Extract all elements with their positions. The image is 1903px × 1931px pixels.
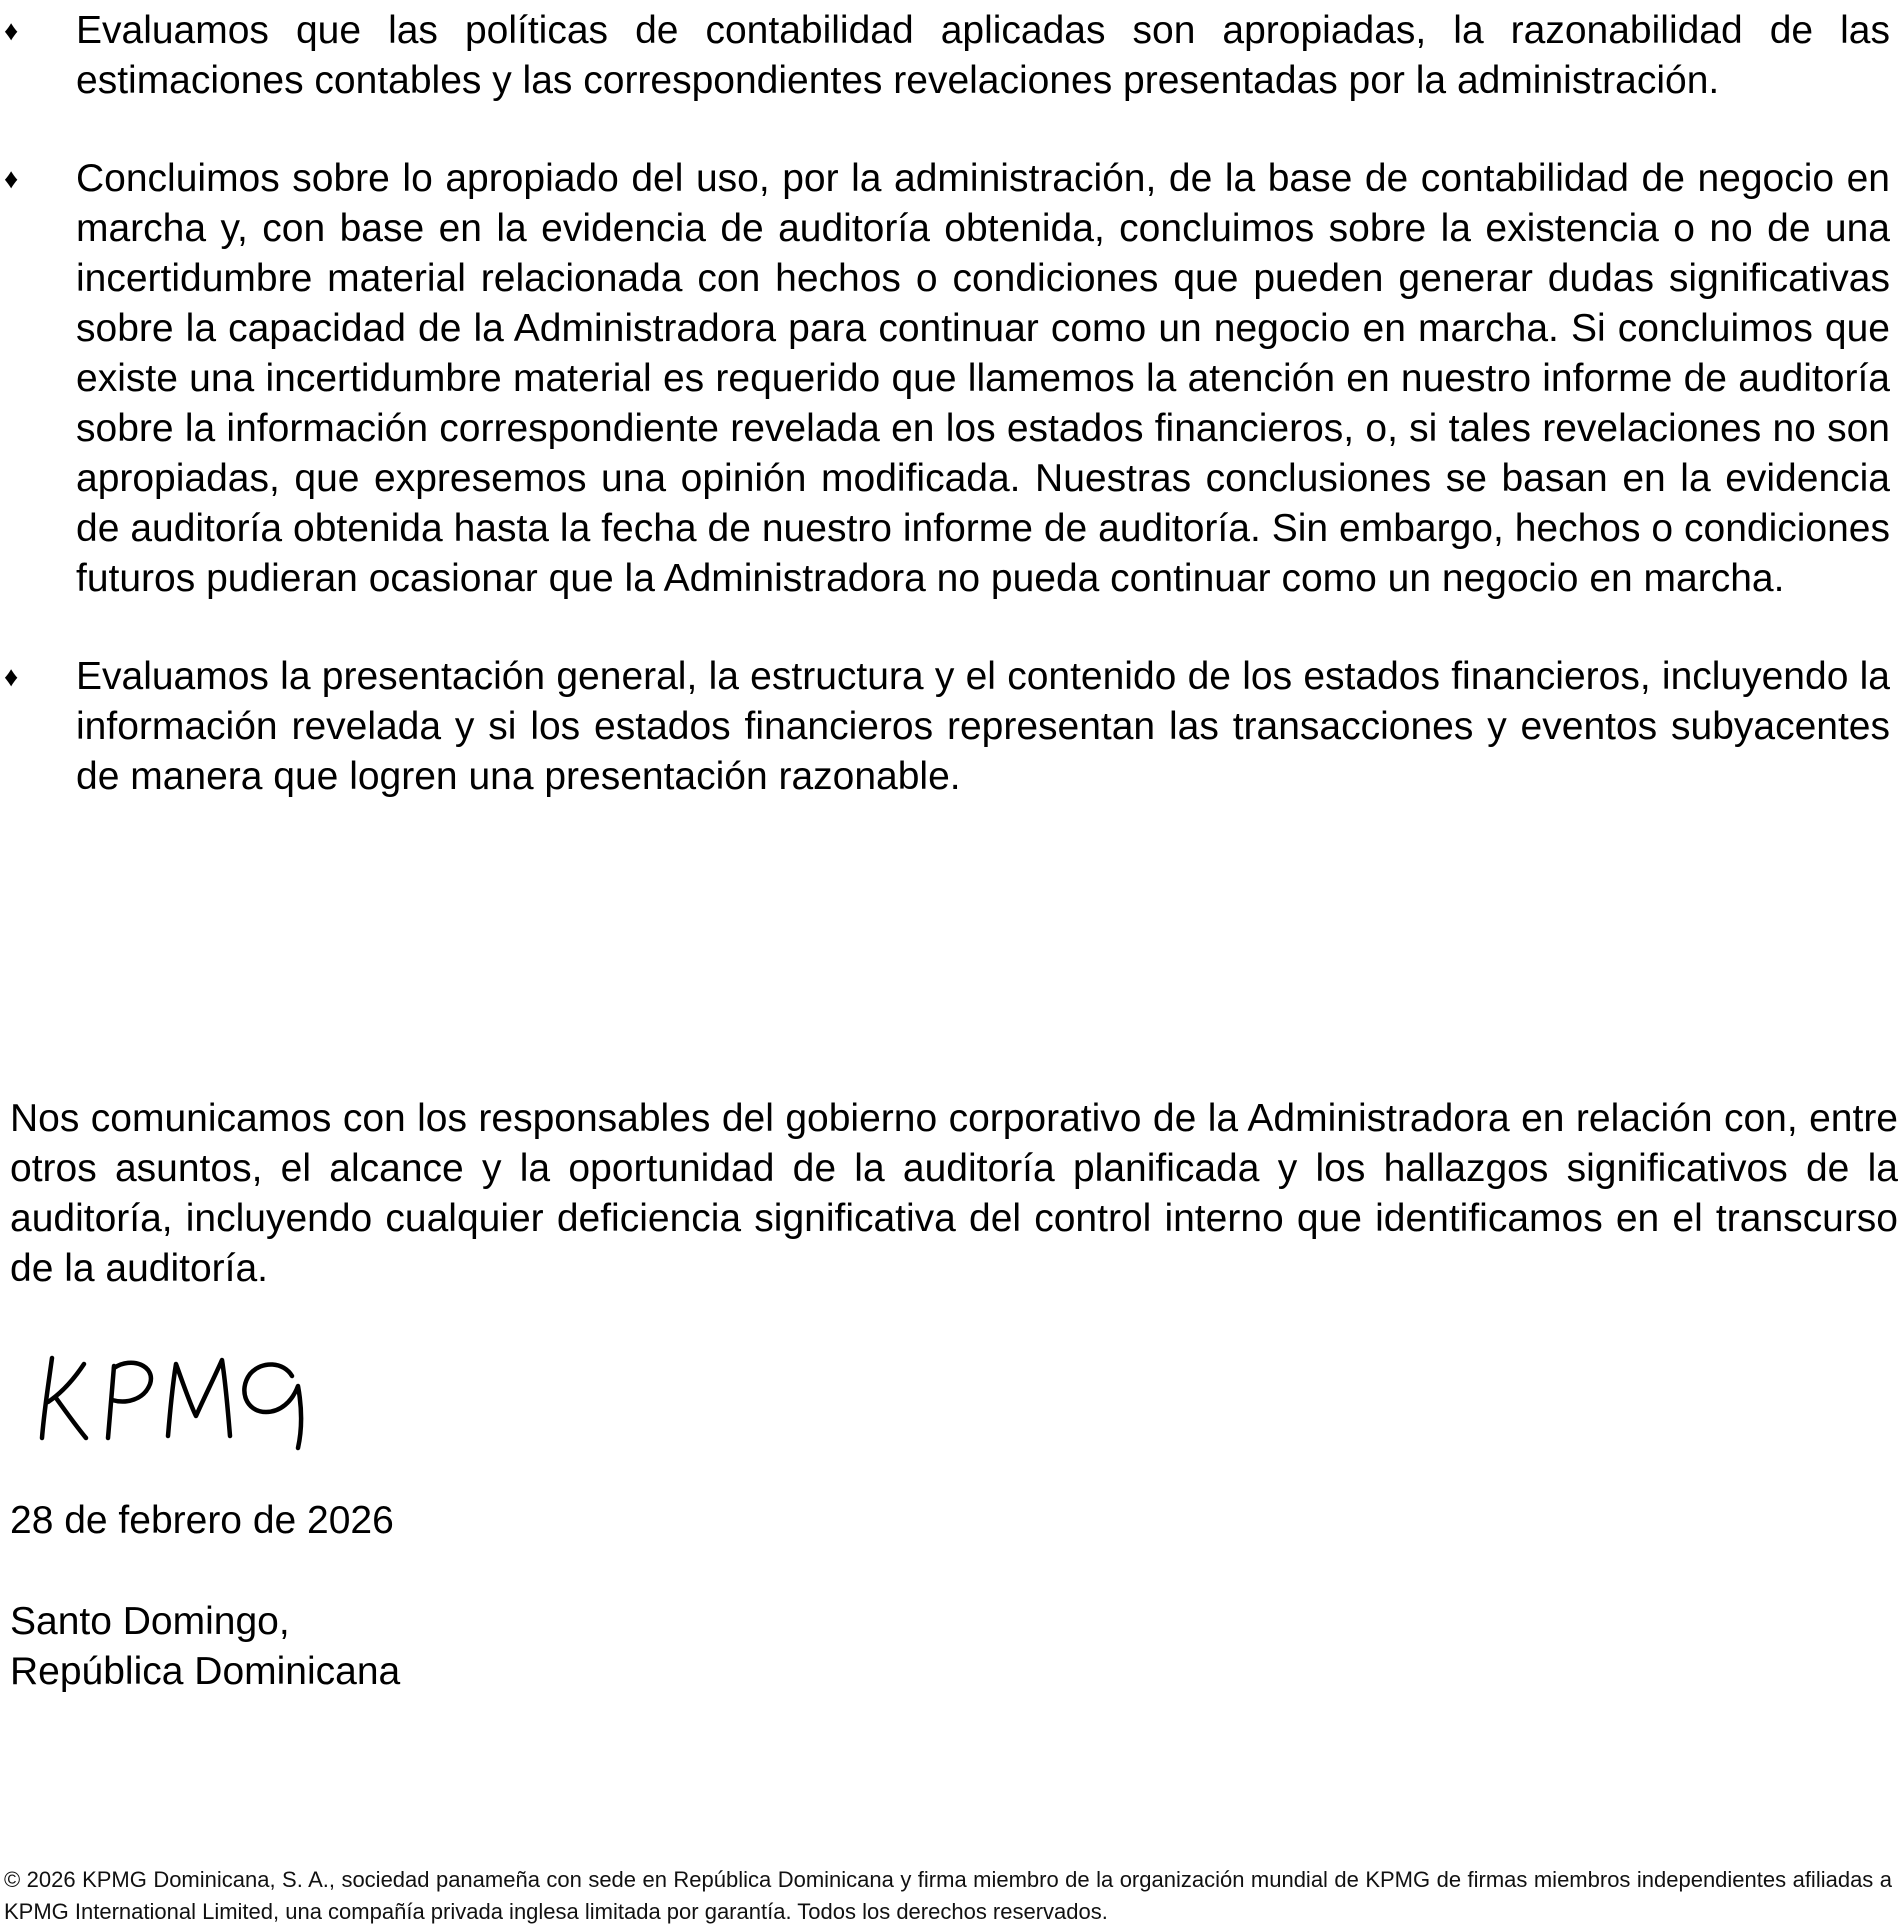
bullet-text: Concluimos sobre lo apropiado del uso, por la administración, de la base de contabilidad de negocio en marcha y, con base en la evidencia de auditoría obtenida, concluimos sobre la existencia o no de una incertidumbre material relacionada con hechos o condiciones que pueden generar dudas significativas sobre la capacidad de la Administradora para continuar como un negocio en marcha. Si concluimos que existe una incertidumbre material es requerido que llamemos la atención en nuestro informe de auditoría sobre la información correspondiente revelada en los estados financieros, o, si tales revelaciones no son apropiadas, que expresemos una opinión modificada. Nuestras conclusiones se basan en la evidencia de auditoría obtenida hasta la fecha de nuestro informe de auditoría. Sin embargo, hechos o condiciones futuros pudieran ocasionar que la Administradora no pueda continuar como un negocio en marcha. (76, 157, 1890, 600)
bullet-item-presentation (0, 652, 1890, 802)
report-date: 28 de febrero de 2026 (10, 1499, 394, 1542)
bullet-text: Evaluamos que las políticas de contabilidad aplicadas son apropiadas, la razonabilidad de las estimaciones contables y las correspondientes revelaciones presentadas por la administración. (76, 9, 1890, 102)
bullet-list (0, 6, 1890, 802)
bullet-item-accounting-policies (0, 6, 1890, 106)
closing-paragraph: Nos comunicamos con los responsables del gobierno corporativo de la Administradora en relación con, entre otros asuntos, el alcance y la oportunidad de la auditoría planificada y los hallazgos significativos de la auditoría, incluyendo cualquier deficiencia significativa del control interno que identificamos en el transcurso de la auditoría. (10, 1097, 1898, 1290)
signature-text: KPMG (36, 1342, 39, 1343)
kpmg-signature (36, 1342, 326, 1452)
bullet-text: Evaluamos la presentación general, la estructura y el contenido de los estados financieros, incluyendo la información revelada y si los estados financieros representan las transacciones y eventos subyacentes de manera que logren una presentación razonable. (76, 655, 1890, 798)
diamond-bullet-icon: ♦ (4, 163, 19, 194)
copyright-footer: © 2026 KPMG Dominicana, S. A., sociedad panameña con sede en República Dominicana y firma miembro de la organización mundial de KPMG de firmas miembros independientes afiliadas a KPMG International Limited, una compañía privada inglesa limitada por garantía. Todos los derechos reservados. (4, 1867, 1892, 1924)
bullet-item-going-concern (0, 154, 1890, 604)
diamond-bullet-icon: ♦ (4, 15, 19, 46)
diamond-bullet-icon: ♦ (4, 661, 19, 692)
location-city: Santo Domingo, (10, 1600, 290, 1643)
report-location (10, 1597, 400, 1697)
location-country: República Dominicana (10, 1650, 401, 1693)
